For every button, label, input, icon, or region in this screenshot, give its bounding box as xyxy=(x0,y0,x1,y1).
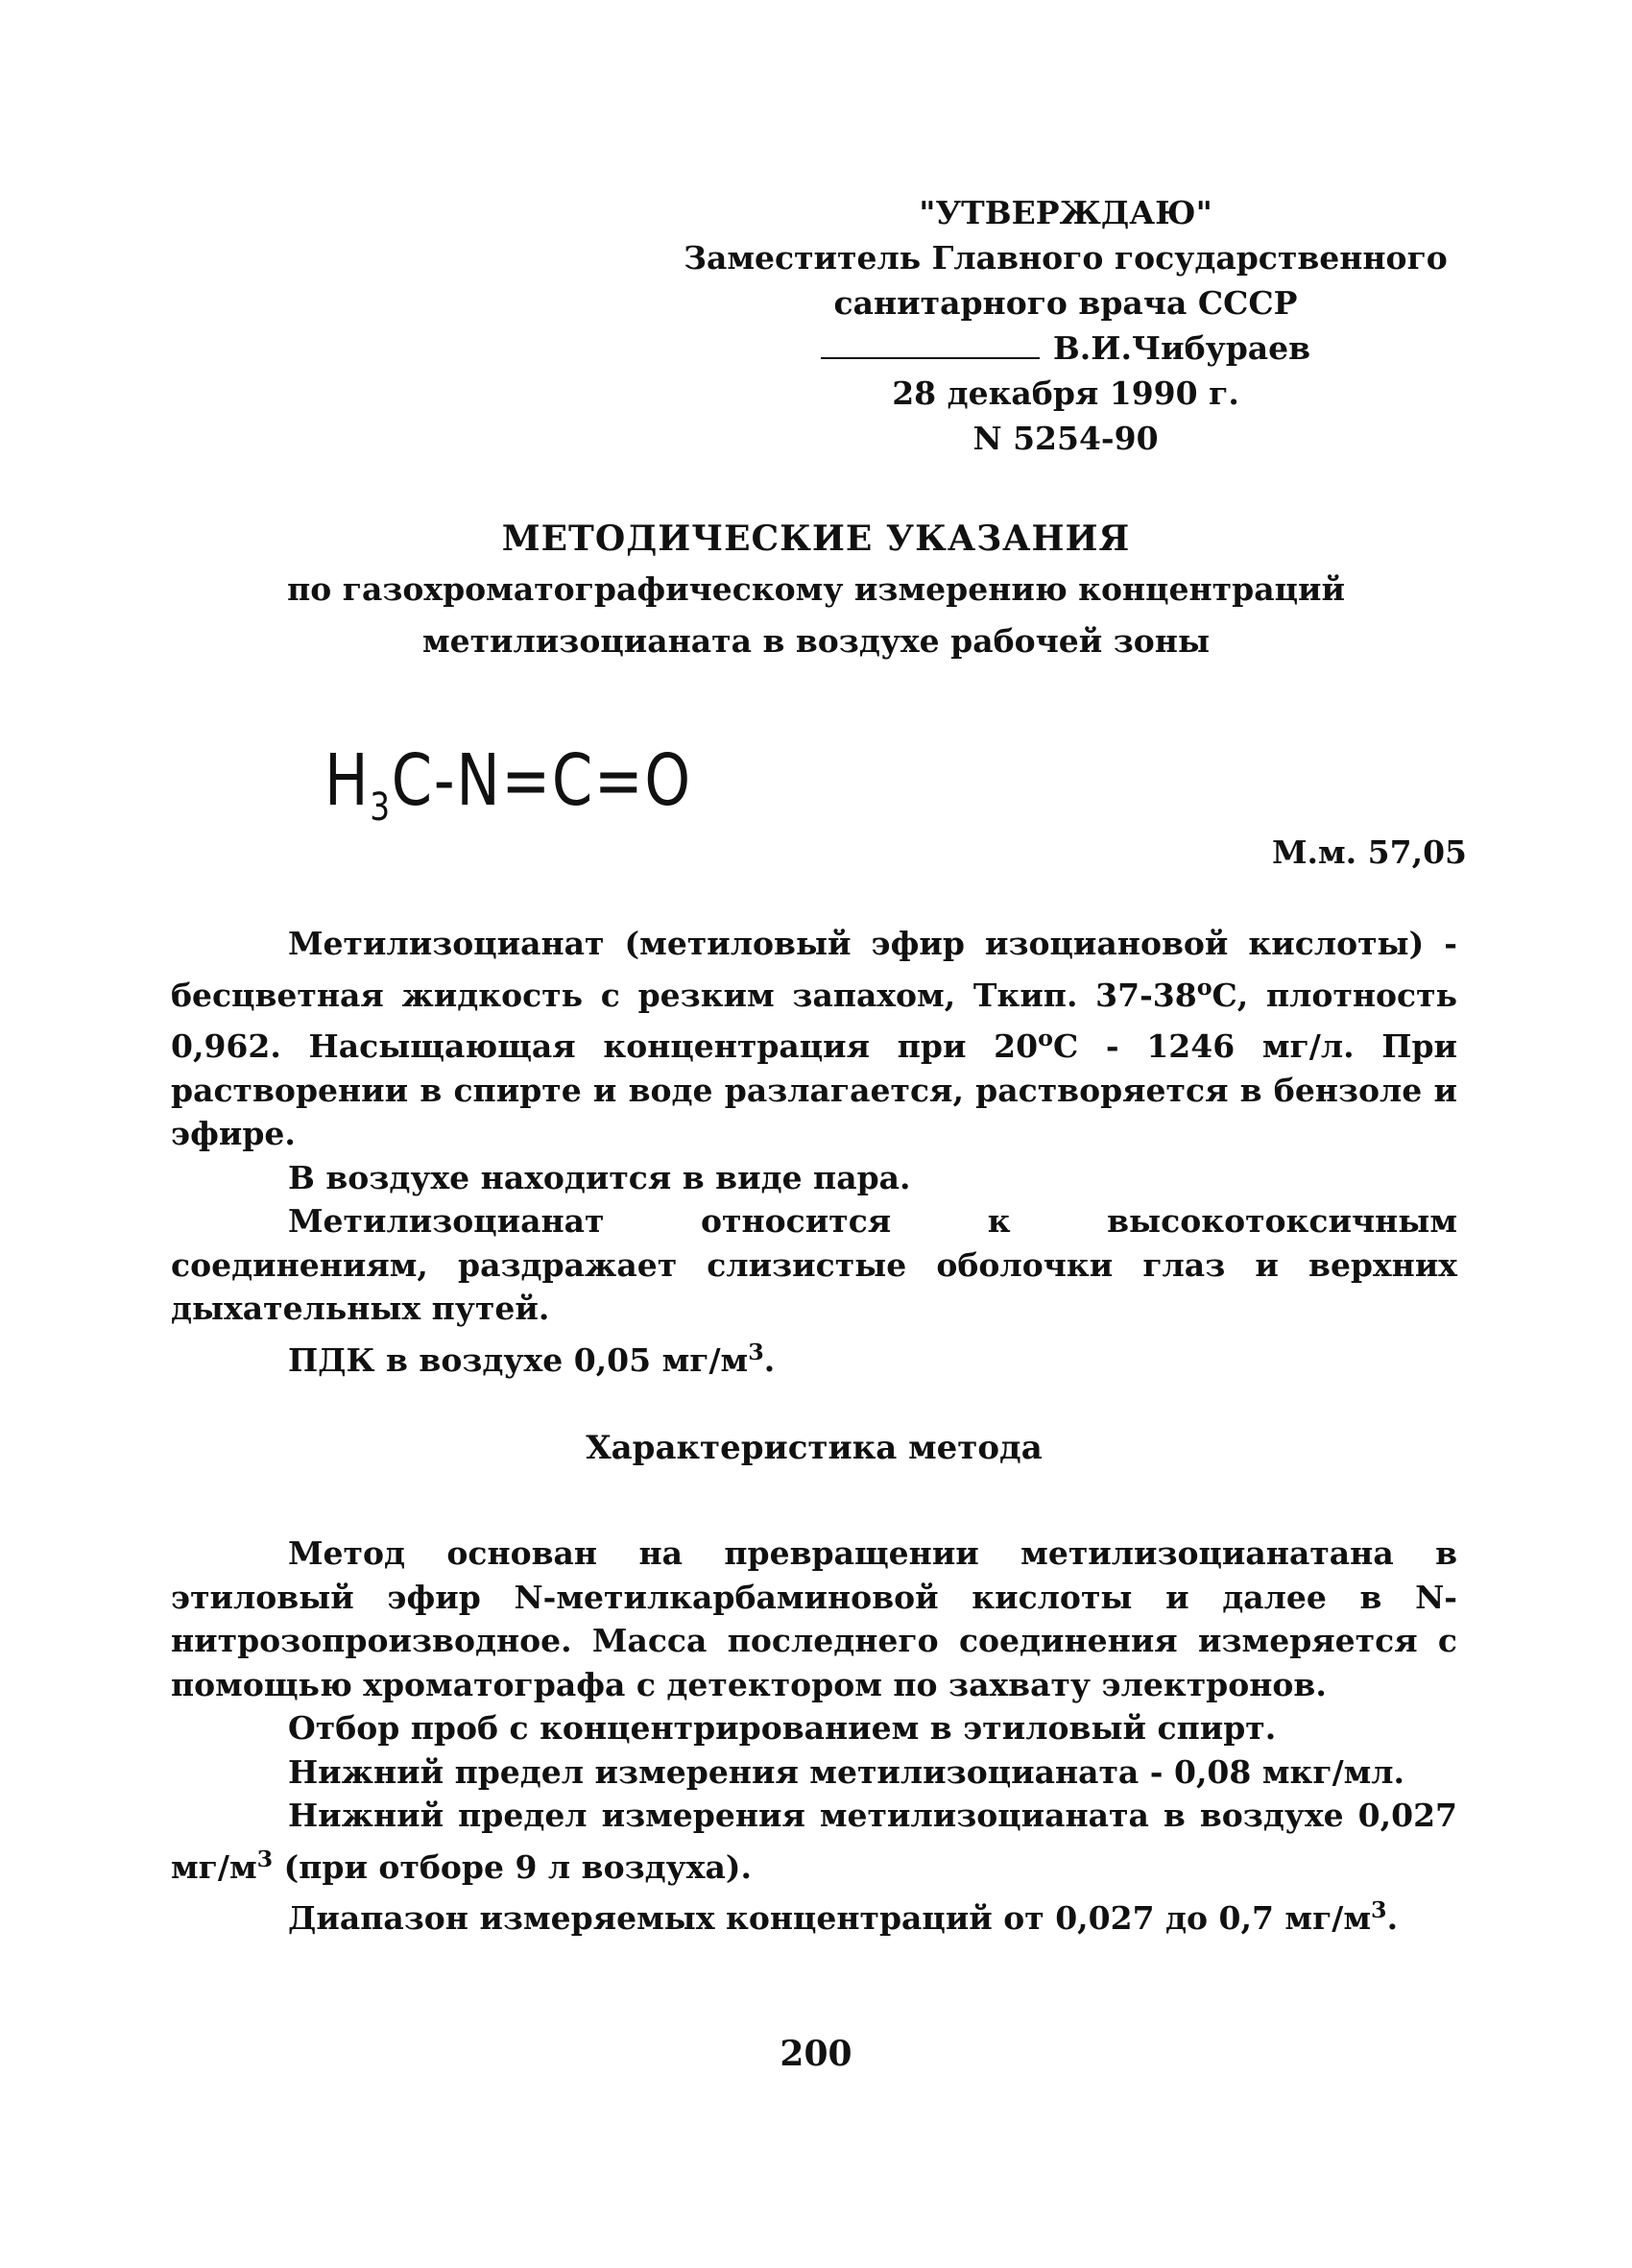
formula-prefix: H xyxy=(324,739,371,822)
document-subtitle-line1: по газохроматографическому измерению концентраций xyxy=(287,570,1345,608)
intro-paragraph-2: В воздухе находится в виде пара. xyxy=(288,1158,911,1196)
pdk-text: ПДК в воздухе 0,05 мг/м xyxy=(288,1340,749,1379)
method-paragraph-3: Нижний предел измерения метилизоцианата - 0,08 мкг/мл. xyxy=(288,1752,1405,1791)
superscript: 3 xyxy=(256,1845,274,1872)
intro-section xyxy=(171,922,1457,1382)
intro-paragraph-3: Метилизоцианат относится к высокотоксичным соединениям, раздражает слизистые оболочки глаз и верхних дыхательных путей. xyxy=(171,1202,1457,1327)
degree-sign: о xyxy=(1196,973,1212,1001)
superscript: 3 xyxy=(748,1338,764,1365)
approval-signature-row xyxy=(672,326,1459,371)
intro-p1-text-a: Метилизоцианат (метиловый эфир изоциановой кислоты) - бесцветная жидкость с резким запахом, Ткип. 37-38 xyxy=(171,925,1457,1014)
document-title-block xyxy=(173,514,1459,667)
method-paragraph-1: Метод основан на превращении метилизоцианатана в этиловый эфир N-метилкарбаминовой кислоты и далее в N-нитрозопроизводное. Масса последнего соединения измеряется с помощью хроматографа с детектором по захвату электронов. xyxy=(171,1534,1457,1703)
approval-signer: В.И.Чибураев xyxy=(1052,329,1311,367)
pdk-text-end: . xyxy=(763,1340,776,1379)
formula-rest: C-N=C=O xyxy=(391,739,692,822)
method-p4-text-a: Нижний предел измерения метилизоцианата в воздухе 0,027 мг/м xyxy=(171,1797,1457,1886)
approval-number: N 5254-90 xyxy=(972,420,1159,457)
signature-line xyxy=(821,328,1040,359)
method-paragraph-4 xyxy=(171,1794,1457,1889)
superscript: 3 xyxy=(1371,1896,1387,1923)
approval-position-line2: санитарного врача СССР xyxy=(833,284,1298,322)
intro-paragraph-1 xyxy=(171,922,1457,1156)
document-title: МЕТОДИЧЕСКИЕ УКАЗАНИЯ xyxy=(501,519,1131,559)
method-paragraph-2: Отбор проб с концентрированием в этиловый спирт. xyxy=(288,1709,1277,1747)
approval-position-line1: Заместитель Главного государственного xyxy=(684,239,1448,277)
method-p4-text-b: (при отборе 9 л воздуха). xyxy=(273,1847,752,1886)
approval-header: "УТВЕРЖДАЮ" xyxy=(919,194,1212,231)
degree-sign: о xyxy=(1038,1025,1053,1051)
intro-p1-text-b: С, плотность 0,962. Насыщающая концентрация при 20 xyxy=(171,976,1457,1065)
method-paragraph-5 xyxy=(171,1889,1457,1941)
method-p5-text-b: . xyxy=(1386,1899,1399,1937)
intro-paragraph-4 xyxy=(171,1331,1457,1383)
page-number: 200 xyxy=(780,2034,852,2074)
molecular-mass: М.м. 57,05 xyxy=(1272,833,1467,871)
section-title: Характеристика метода xyxy=(586,1429,1043,1467)
approval-date: 28 декабря 1990 г. xyxy=(892,374,1239,412)
method-section xyxy=(171,1532,1457,1941)
chemical-formula xyxy=(324,739,692,830)
method-p5-text-a: Диапазон измеряемых концентраций от 0,027 до 0,7 мг/м xyxy=(288,1899,1372,1937)
formula-subscript: 3 xyxy=(370,784,392,830)
approval-block xyxy=(672,190,1459,461)
intro-p1-text-c: С - 1246 мг/л. При растворении в спирте и воде разлагается, растворяется в бензоле и эфире. xyxy=(171,1027,1457,1152)
document-subtitle-line2: метилизоцианата в воздухе рабочей зоны xyxy=(421,622,1211,660)
